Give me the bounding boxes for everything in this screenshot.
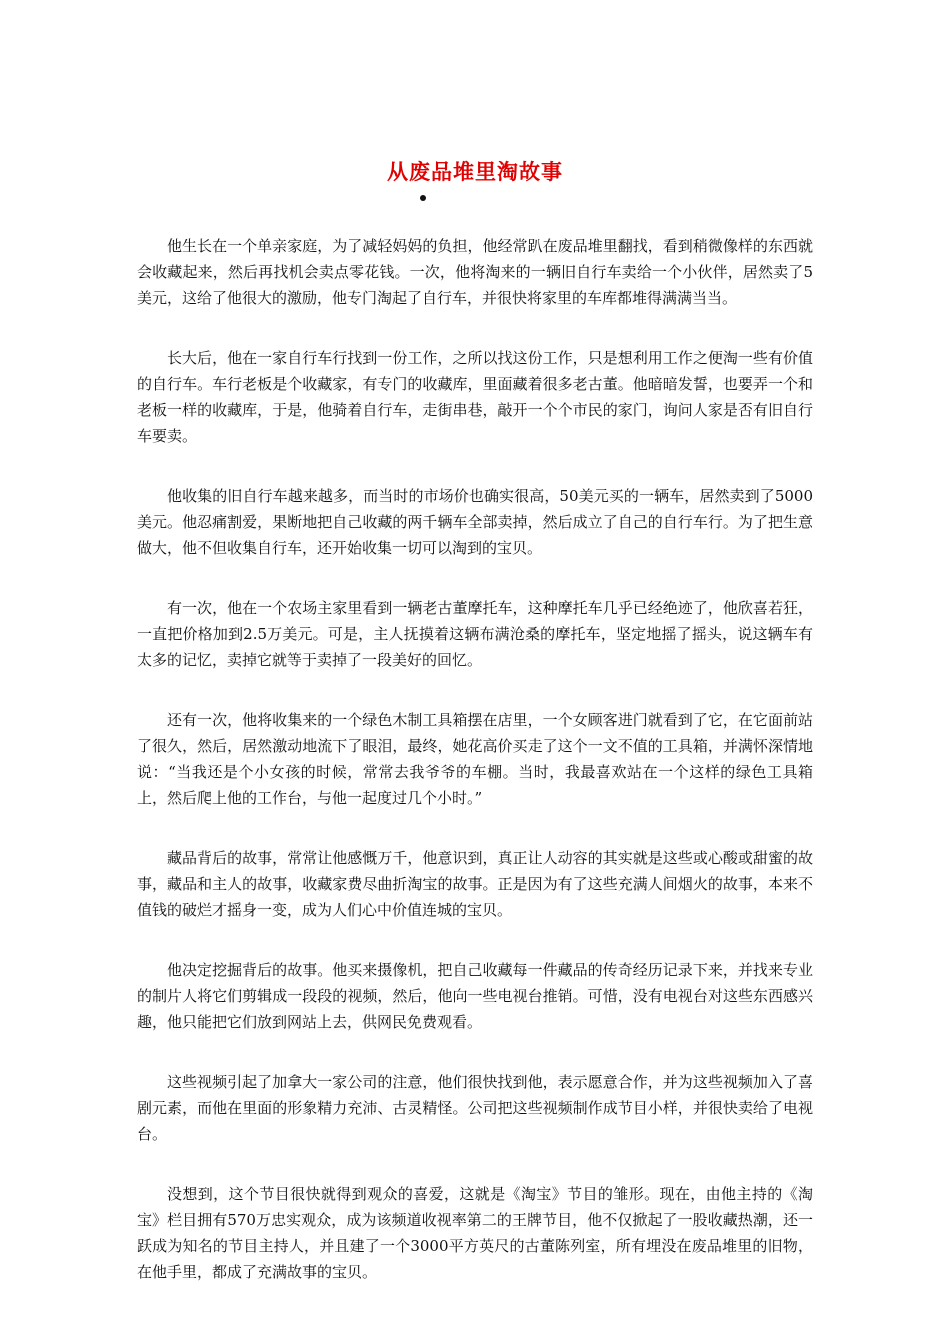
document-title: 从废品堆里淘故事 bbox=[387, 159, 563, 184]
paragraph-4: 有一次，他在一个农场主家里看到一辆老古董摩托车，这种摩托车几乎已经绝迹了，他欣喜若狂，一直把价格加到2.5万美元。可是，主人抚摸着这辆布满沧桑的摩托车，坚定地摇了摇头，说这辆车有太多的记忆，卖掉它就等于卖掉了一段美好的回忆。 bbox=[137, 599, 813, 669]
document-body bbox=[137, 233, 813, 1319]
paragraph-6: 藏品背后的故事，常常让他感慨万千，他意识到，真正让人动容的其实就是这些或心酸或甜蜜的故事，藏品和主人的故事，收藏家费尽曲折淘宝的故事。正是因为有了这些充满人间烟火的故事，本来不值钱的破烂才摇身一变，成为人们心中价值连城的宝贝。 bbox=[137, 849, 813, 919]
bullet-dot bbox=[420, 195, 426, 201]
paragraph-8: 这些视频引起了加拿大一家公司的注意，他们很快找到他，表示愿意合作，并为这些视频加入了喜剧元素，而他在里面的形象精力充沛、古灵精怪。公司把这些视频制作成节目小样，并很快卖给了电视台。 bbox=[137, 1073, 813, 1143]
paragraph-7: 他决定挖掘背后的故事。他买来摄像机，把自己收藏每一件藏品的传奇经历记录下来，并找来专业的制片人将它们剪辑成一段段的视频，然后，他向一些电视台推销。可惜，没有电视台对这些东西感兴趣，他只能把它们放到网站上去，供网民免费观看。 bbox=[137, 961, 813, 1031]
paragraph-3: 他收集的旧自行车越来越多，而当时的市场价也确实很高，50美元买的一辆车，居然卖到了5000美元。他忍痛割爱，果断地把自己收藏的两千辆车全部卖掉，然后成立了自己的自行车行。为了把生意做大，他不但收集自行车，还开始收集一切可以淘到的宝贝。 bbox=[137, 487, 813, 557]
paragraph-2: 长大后，他在一家自行车行找到一份工作，之所以找这份工作，只是想利用工作之便淘一些有价值的自行车。车行老板是个收藏家，有专门的收藏库，里面藏着很多老古董。他暗暗发誓，也要弄一个和老板一样的收藏库，于是，他骑着自行车，走街串巷，敲开一个个市民的家门，询问人家是否有旧自行车要卖。 bbox=[137, 349, 813, 445]
paragraph-9: 没想到，这个节目很快就得到观众的喜爱，这就是《淘宝》节目的雏形。现在，由他主持的《淘宝》栏目拥有570万忠实观众，成为该频道收视率第二的王牌节目，他不仅掀起了一股收藏热潮，还一跃成为知名的节目主持人，并且建了一个3000平方英尺的古董陈列室，所有埋没在废品堆里的旧物，在他手里，都成了充满故事的宝贝。 bbox=[137, 1185, 813, 1281]
paragraph-1: 他生长在一个单亲家庭，为了减轻妈妈的负担，他经常趴在废品堆里翻找，看到稍微像样的东西就会收藏起来，然后再找机会卖点零花钱。一次，他将淘来的一辆旧自行车卖给一个小伙伴，居然卖了5美元，这给了他很大的激励，他专门淘起了自行车，并很快将家里的车库都堆得满满当当。 bbox=[137, 237, 813, 307]
paragraph-5: 还有一次，他将收集来的一个绿色木制工具箱摆在店里，一个女顾客进门就看到了它，在它面前站了很久，然后，居然激动地流下了眼泪，最终，她花高价买走了这个一文不值的工具箱，并满怀深情地说：“当我还是个小女孩的时候，常常去我爷爷的车棚。当时，我最喜欢站在一个这样的绿色工具箱上，然后爬上他的工作台，与他一起度过几个小时。” bbox=[137, 711, 813, 807]
